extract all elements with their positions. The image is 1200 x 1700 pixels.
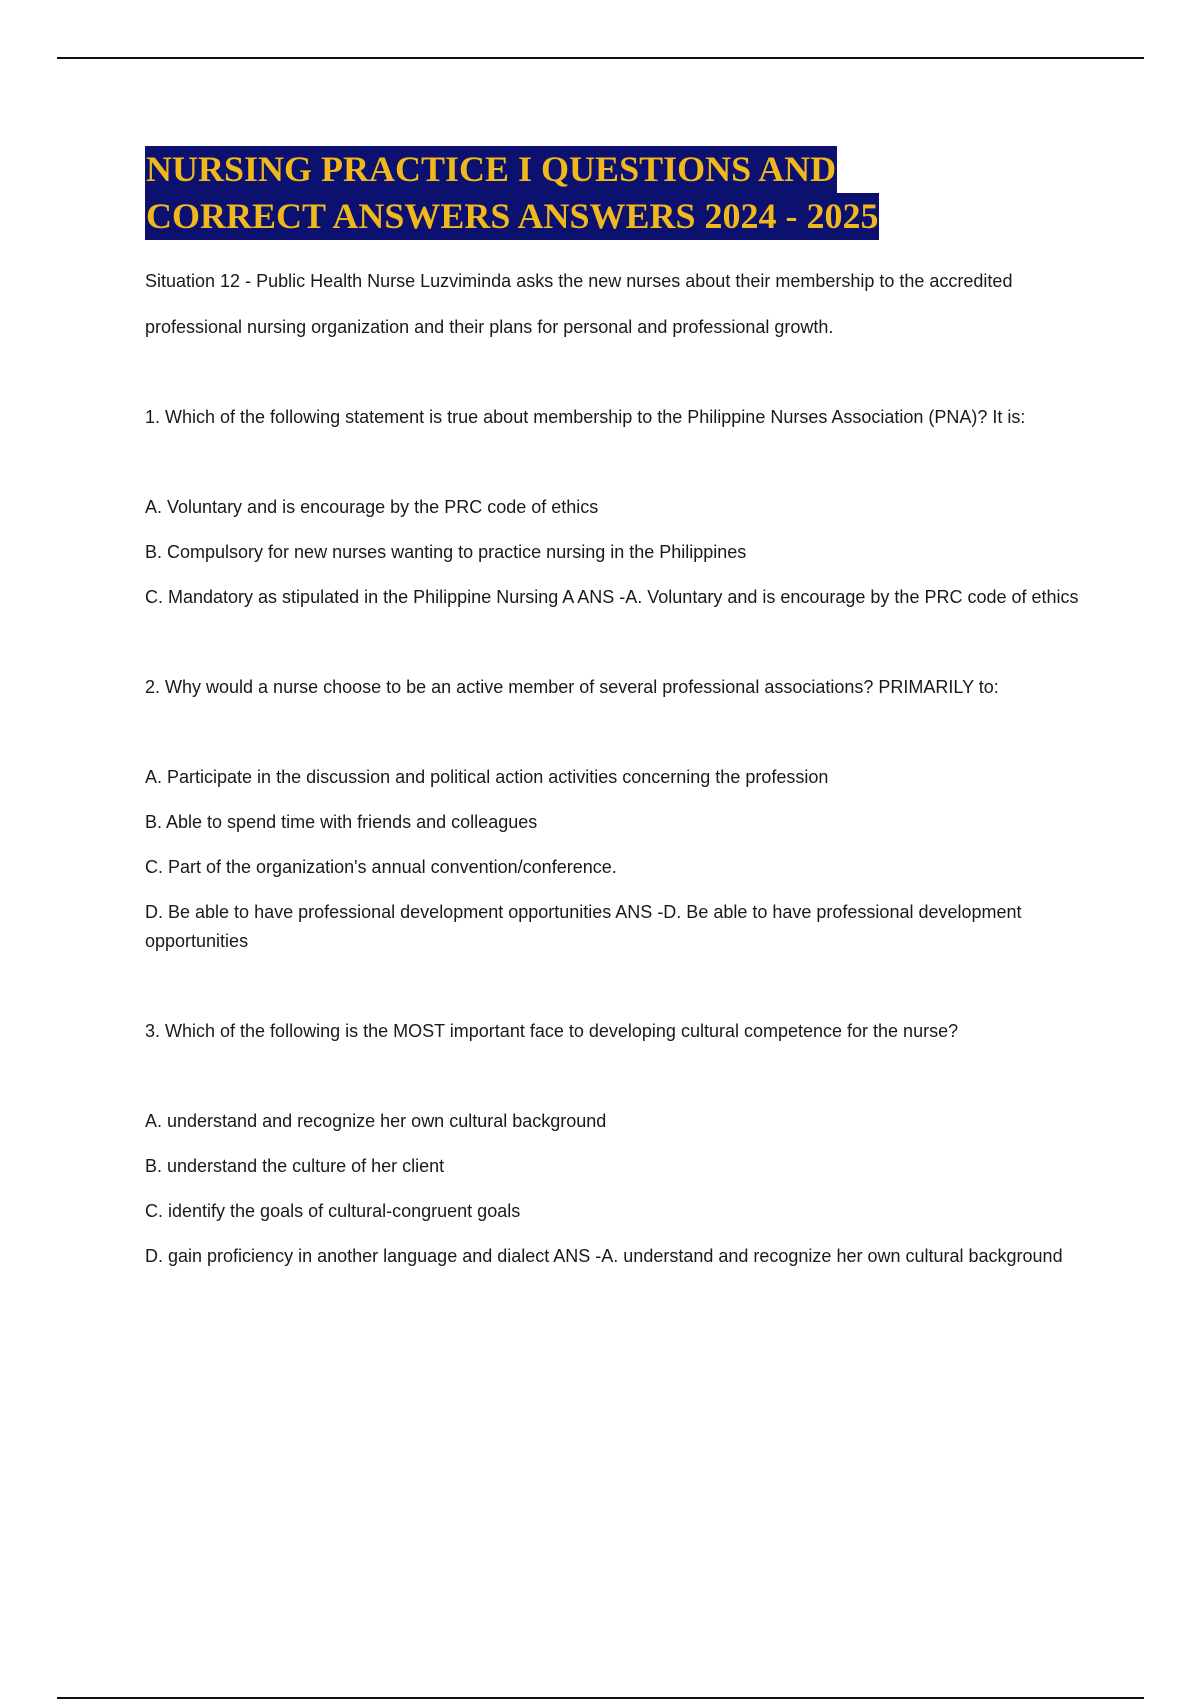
question-1-option-b: B. Compulsory for new nurses wanting to practice nursing in the Philippines — [145, 542, 747, 562]
question-2-option-b: B. Able to spend time with friends and colleagues — [145, 812, 538, 832]
question-3-option-a: A. understand and recognize her own cultural background — [145, 1111, 607, 1131]
question-1-option-c-answer: C. Mandatory as stipulated in the Philippine Nursing A ANS -A. Voluntary and is encourage by the PRC code of ethics — [145, 587, 1079, 607]
question-3-option-b: B. understand the culture of her client — [145, 1156, 445, 1176]
document-title — [145, 146, 1085, 240]
question-2-option-d-answer: D. Be able to have professional development opportunities ANS -D. Be able to have professional development opportunities — [145, 902, 1022, 951]
top-rule — [57, 57, 1144, 59]
title-line-1: NURSING PRACTICE I QUESTIONS AND — [145, 146, 837, 193]
question-2-option-c: C. Part of the organization's annual convention/conference. — [145, 857, 617, 877]
question-1-option-a: A. Voluntary and is encourage by the PRC code of ethics — [145, 497, 599, 517]
title-line-2: CORRECT ANSWERS ANSWERS 2024 - 2025 — [145, 193, 879, 240]
question-2-option-a: A. Participate in the discussion and political action activities concerning the profession — [145, 767, 829, 787]
question-2: 2. Why would a nurse choose to be an active member of several professional associations? PRIMARILY to: — [145, 677, 999, 697]
question-1: 1. Which of the following statement is true about membership to the Philippine Nurses Association (PNA)? It is: — [145, 407, 1026, 427]
question-3: 3. Which of the following is the MOST important face to developing cultural competence for the nurse? — [145, 1021, 959, 1041]
question-3-option-d-answer: D. gain proficiency in another language and dialect ANS -A. understand and recognize her own cultural background — [145, 1246, 1063, 1266]
question-3-option-c: C. identify the goals of cultural-congruent goals — [145, 1201, 521, 1221]
situation-text-1: Situation 12 - Public Health Nurse Luzviminda asks the new nurses about their membership to the accredited — [145, 271, 1013, 291]
document-body — [145, 146, 1085, 1271]
bottom-rule — [57, 1697, 1144, 1699]
situation-text-2: professional nursing organization and their plans for personal and professional growth. — [145, 317, 834, 337]
